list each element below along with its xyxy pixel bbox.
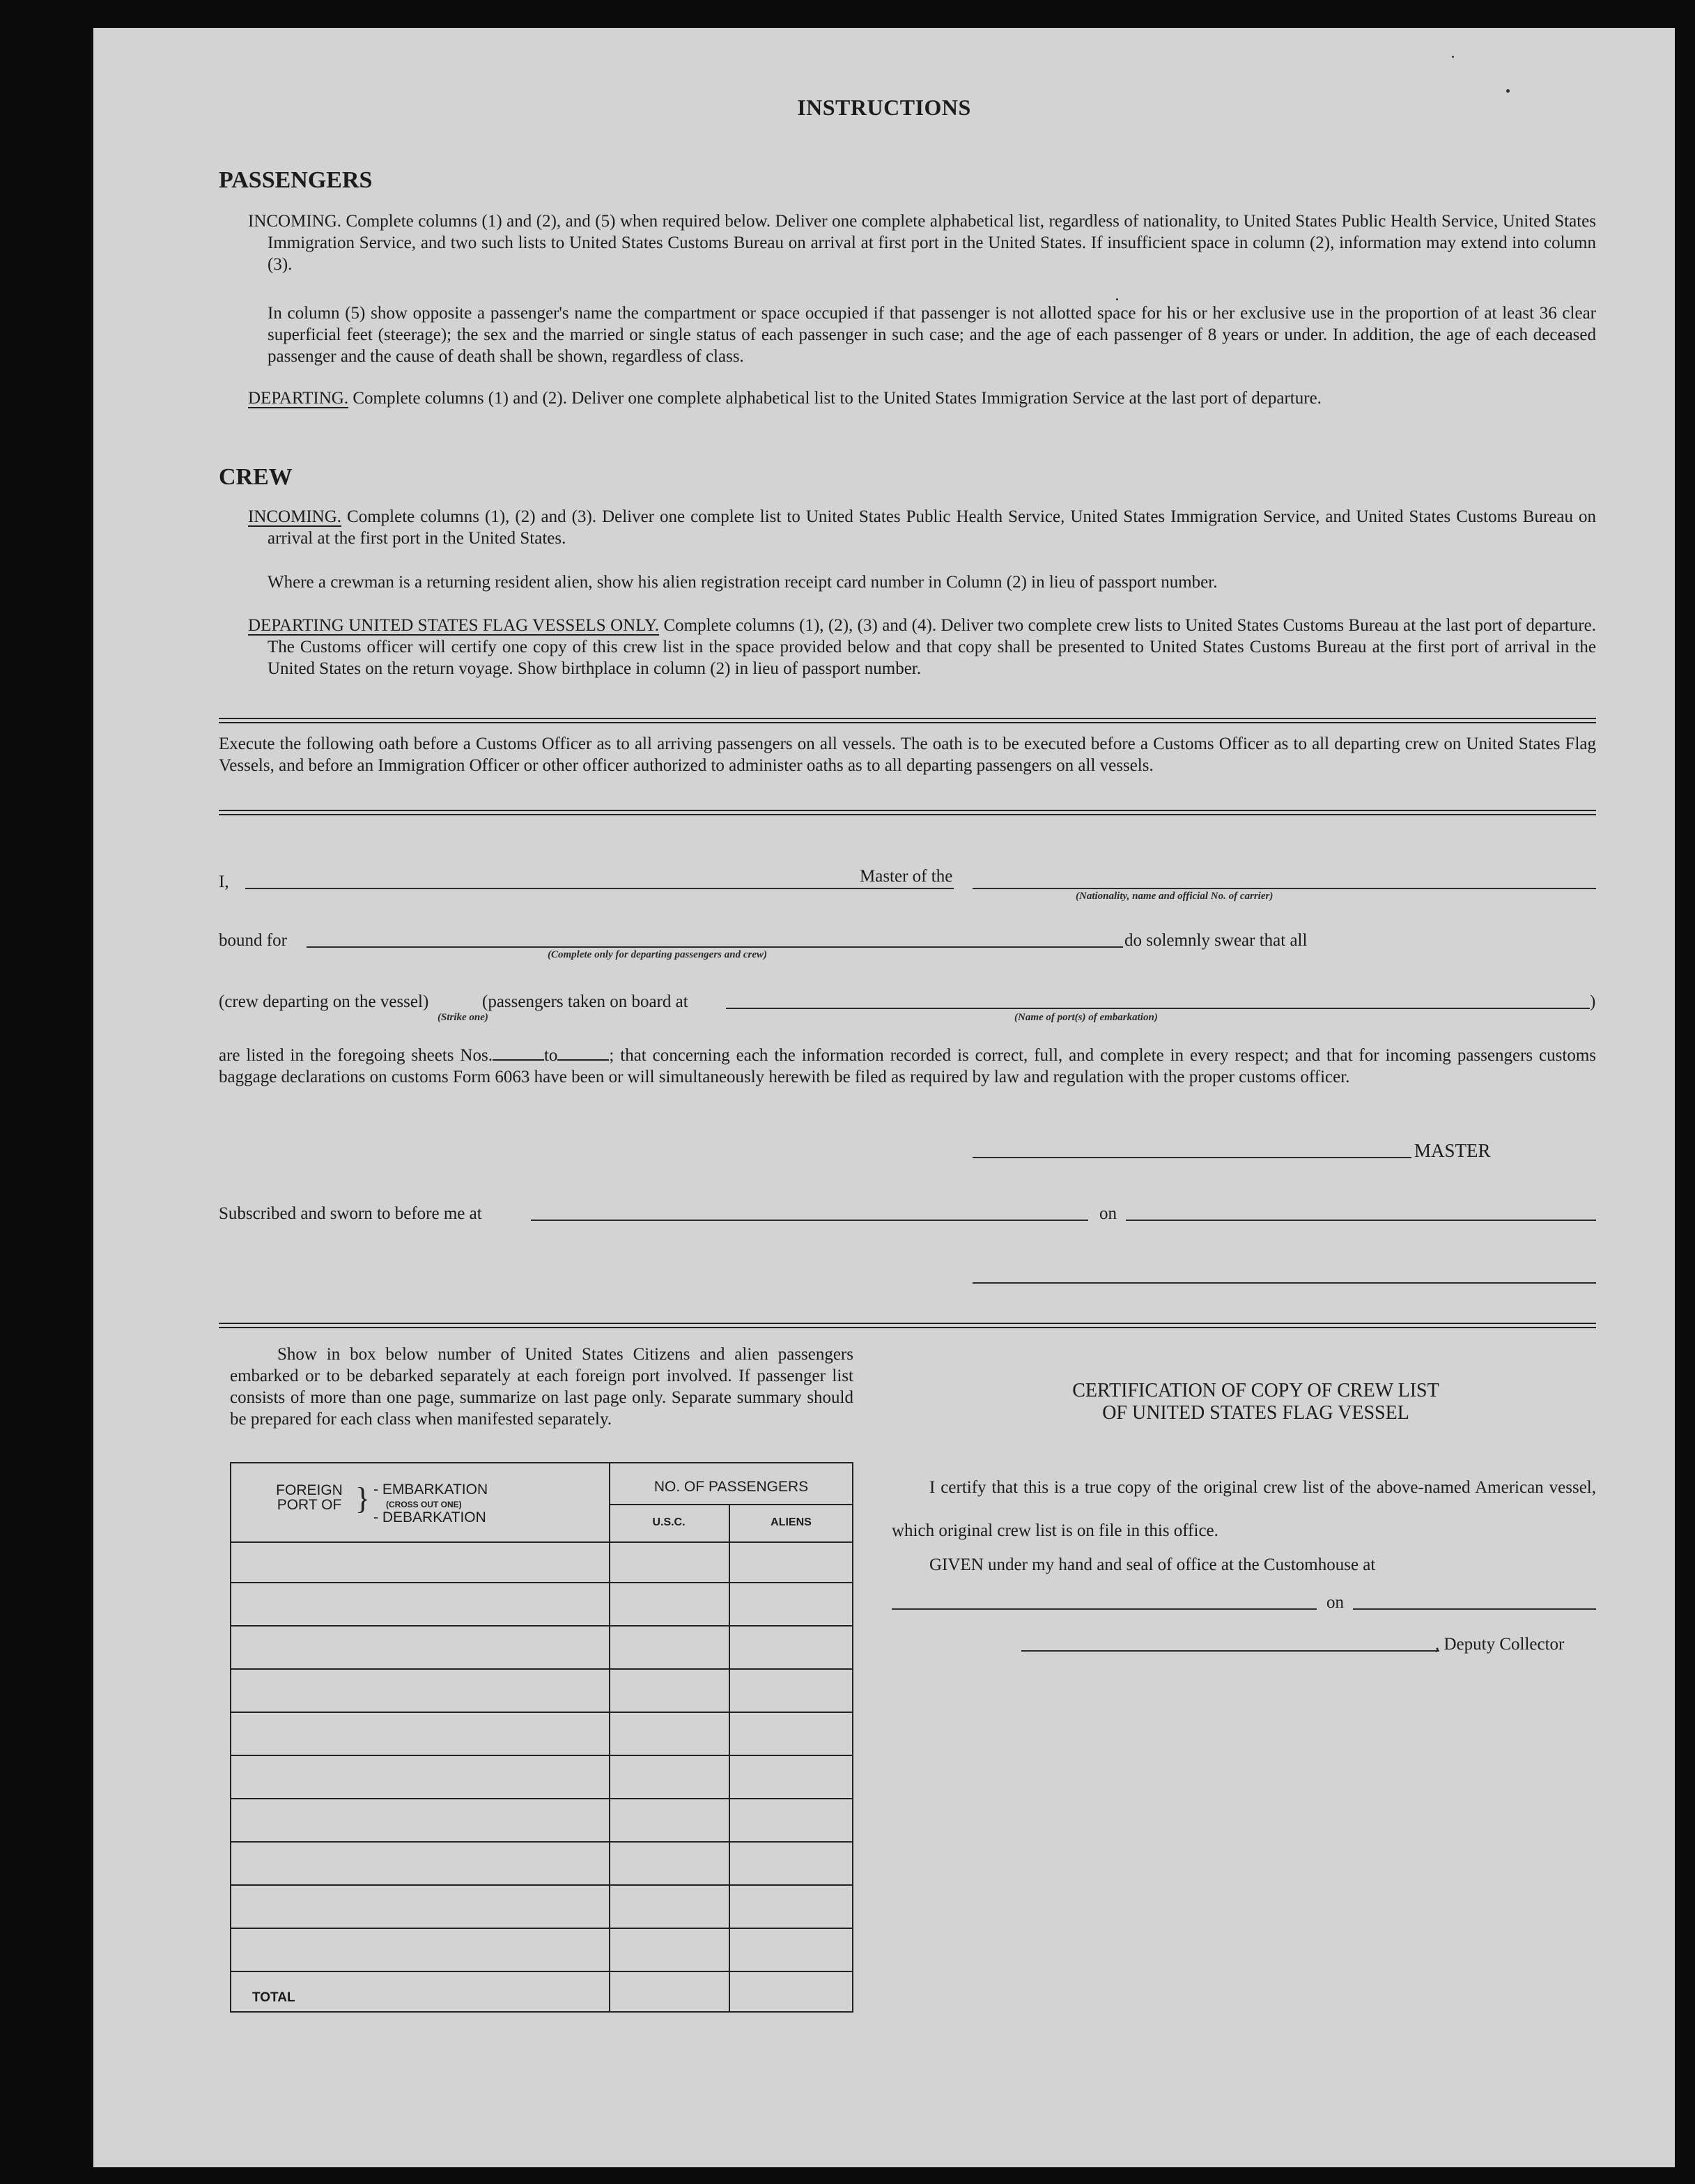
page-title: INSTRUCTIONS (797, 95, 971, 120)
summary-instruction: Show in box below number of United States Citizens and alien passengers embarked or to be debarked separately at each foreign port involved. If passenger list consists of more than one page, summarize on last page only. Separate summary should be prepared for each class when manifested separately. (230, 1345, 853, 1429)
deputy-collector-label: , Deputy Collector (1435, 1635, 1565, 1654)
listed-body: ; that concerning each the information recorded is correct, full, and complete in every respect; and that for incoming passengers customs baggage declarations on customs Form 6063 have been or will simultaneously herewith be filed as required by law and regulation with the proper customs officer. (219, 1046, 1596, 1086)
carrier-line[interactable] (973, 888, 1596, 889)
double-rule (219, 810, 1596, 815)
scan-speck (1506, 89, 1510, 93)
sheet-to-line[interactable] (557, 1044, 609, 1061)
passengers-heading: PASSENGERS (219, 167, 373, 193)
table-divider (230, 1541, 853, 1543)
ports-hint: (Name of port(s) of embarkation) (1014, 1012, 1158, 1023)
certification-title-line2: OF UNITED STATES FLAG VESSEL (1102, 1402, 1409, 1424)
crew-incoming-label: INCOMING. (248, 507, 342, 526)
master-name-line[interactable] (245, 888, 954, 889)
table-row[interactable] (230, 1625, 853, 1627)
passengers-taken-option: (passengers taken on board at (482, 992, 688, 1011)
given-paragraph: GIVEN under my hand and seal of office at the Customhouse at (929, 1555, 1376, 1574)
table-row[interactable] (230, 1668, 853, 1670)
scan-speck (1452, 56, 1454, 58)
crew-incoming-text: Complete columns (1), (2) and (3). Deliver one complete list to United States Public Health Service, United States Immigration Service, and United States Customs Bureau on arrival at the first port in the United States. (268, 507, 1596, 548)
table-divider (609, 1462, 610, 2013)
master-of-the-label: Master of the (860, 867, 953, 886)
subscribed-on-label: on (1099, 1204, 1117, 1223)
table-row[interactable] (230, 1971, 853, 1972)
crew-departing-paragraph (248, 615, 1596, 679)
certification-on-label: on (1326, 1593, 1344, 1612)
table-row[interactable] (230, 1928, 853, 1929)
total-label: TOTAL (252, 1990, 295, 2005)
passengers-departing-paragraph (248, 387, 1596, 409)
cross-out-note: (CROSS OUT ONE) (386, 1500, 462, 1509)
deputy-signature-line[interactable] (1021, 1650, 1439, 1652)
certification-date-line[interactable] (1353, 1608, 1596, 1610)
certify-paragraph: I certify that this is a true copy of the original crew list of the above-named American vessel, which original crew list is on file in this office. (892, 1478, 1596, 1540)
passengers-departing-label: DEPARTING. (248, 389, 349, 408)
passengers-incoming-label: INCOMING. (248, 212, 342, 231)
oath-intro-paragraph: Execute the following oath before a Customs Officer as to all arriving passengers on all vessels. The oath is to be executed before a Customs Officer as to all departing crew on United States Flag Vessels, and before an Immigration Officer or other officer authorized to administer oaths as to all departing passengers on all vessels. (219, 735, 1596, 775)
table-row[interactable] (230, 1582, 853, 1583)
double-rule (219, 718, 1596, 723)
crew-departing-text: Complete columns (1), (2), (3) and (4). Deliver two complete crew lists to United States Customs Bureau at the last port of departure. The Customs officer will certify one copy of this crew list in the space provided below and that copy shall be presented to United States Customs Bureau at the first port of arrival in the United States on the return voyage. Show birthplace in column (2) in lieu of passport number. (268, 616, 1597, 678)
bound-for-hint: (Complete only for departing passengers and crew) (548, 949, 767, 960)
debarkation-label: - DEBARKATION (373, 1509, 486, 1525)
crew-departing-label: DEPARTING UNITED STATES FLAG VESSELS ONLY. (248, 616, 660, 635)
table-row[interactable] (230, 1755, 853, 1756)
sheet-from-line[interactable] (493, 1044, 544, 1061)
double-rule (219, 1323, 1596, 1328)
subscribed-place-line[interactable] (531, 1220, 1088, 1221)
swear-label: do solemnly swear that all (1124, 931, 1308, 950)
embarkation-label: - EMBARKATION (373, 1482, 488, 1498)
table-row[interactable] (230, 1798, 853, 1799)
aliens-header: ALIENS (771, 1516, 812, 1528)
listed-prefix: are listed in the foregoing sheets Nos. (219, 1046, 493, 1065)
crew-resident-paragraph: Where a crewman is a returning resident alien, show his alien registration receipt card number in Column (2) in lieu of passport number. (268, 573, 1218, 592)
crew-departing-option: (crew departing on the vessel) (219, 992, 429, 1011)
subscribed-label: Subscribed and sworn to before me at (219, 1204, 482, 1223)
crew-incoming-paragraph (248, 506, 1596, 549)
listed-paragraph (219, 1044, 1596, 1088)
bound-for-line[interactable] (307, 946, 1212, 948)
listed-to: to (543, 1046, 558, 1065)
passengers-incoming-paragraph (248, 210, 1596, 275)
certification-title (915, 1380, 1596, 1424)
embarkation-port-line[interactable] (726, 1008, 1590, 1009)
oath-i-label: I, (219, 872, 229, 891)
certification-title-line1: CERTIFICATION OF COPY OF CREW LIST (1072, 1380, 1439, 1401)
table-row[interactable] (230, 1841, 853, 1843)
scan-speck (1116, 298, 1118, 300)
subscribed-date-line[interactable] (1126, 1220, 1596, 1221)
table-row[interactable] (230, 1712, 853, 1713)
passengers-column5-paragraph: In column (5) show opposite a passenger's name the compartment or space occupied if that passenger is not allotted space for his or her exclusive use in the proportion of at least 36 clear superficial feet (steerage); the sex and the married or single status of each passenger in such case; and the age of each passenger of 8 years or under. In addition, the age of each deceased passenger and the cause of death shall be shown, regardless of class. (268, 304, 1596, 366)
table-divider (729, 1504, 730, 2013)
master-signature-line[interactable] (973, 1157, 1411, 1158)
nationality-hint: (Nationality, name and official No. of carrier) (1076, 891, 1274, 902)
officer-signature-line[interactable] (973, 1282, 1596, 1284)
table-divider (609, 1504, 853, 1505)
usc-header: U.S.C. (652, 1516, 686, 1528)
brace-icon: } (355, 1482, 371, 1516)
passengers-incoming-text: Complete columns (1) and (2), and (5) when required below. Deliver one complete alphabetical list, regardless of nationality, to United States Public Health Service, United States Immigration Service, and two such lists to United States Customs Bureau on arrival at first port in the United States. If insufficient space in column (2), information may extend into column (3). (268, 212, 1596, 274)
bound-for-label: bound for (219, 931, 287, 950)
close-paren: ) (1590, 992, 1596, 1011)
master-label: MASTER (1414, 1140, 1491, 1161)
form-page (93, 28, 1675, 2167)
no-of-passengers-header: NO. OF PASSENGERS (653, 1479, 809, 1495)
table-row[interactable] (230, 1884, 853, 1886)
customhouse-line[interactable] (892, 1608, 1317, 1610)
table-border (230, 1462, 853, 2013)
crew-heading: CREW (219, 464, 293, 490)
strike-one-hint: (Strike one) (438, 1012, 488, 1023)
passengers-departing-text: Complete columns (1) and (2). Deliver one complete alphabetical list to the United States Immigration Service at the last port of departure. (353, 389, 1322, 408)
foreign-port-header: FOREIGN PORT OF (276, 1482, 343, 1513)
